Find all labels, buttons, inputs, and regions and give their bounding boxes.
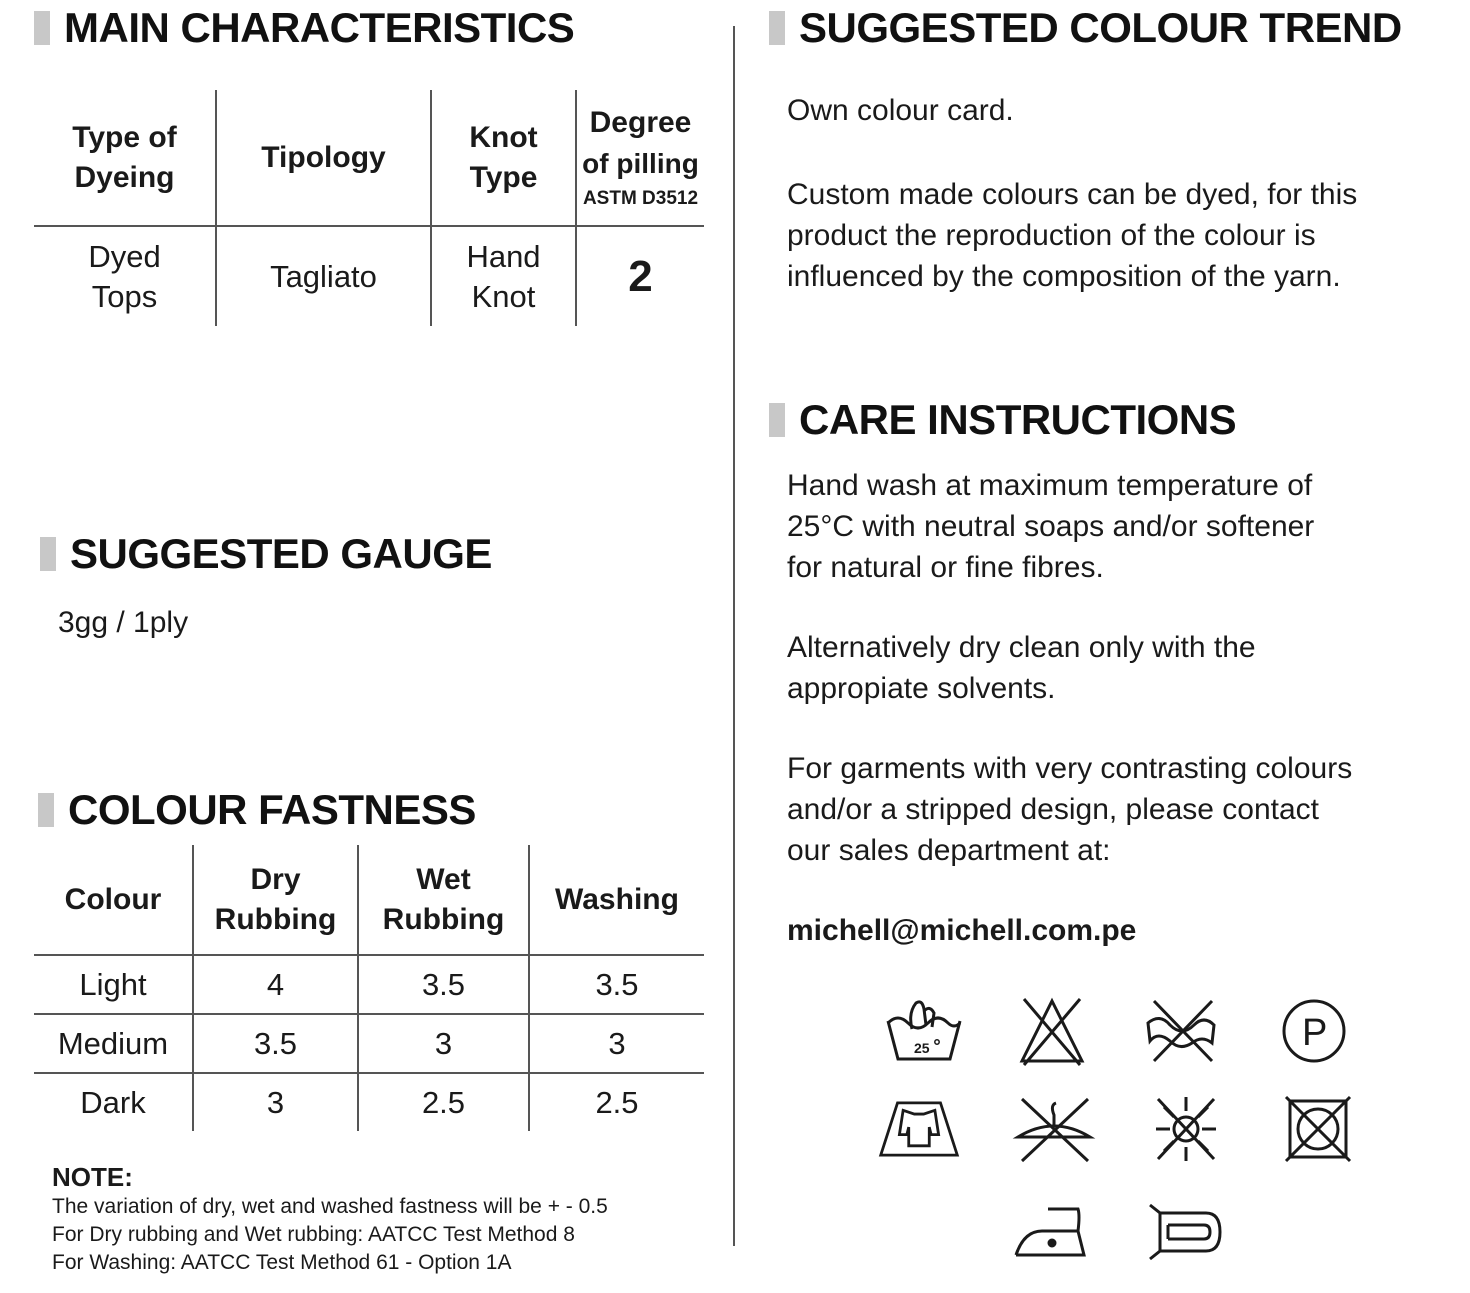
colour-fastness-title: COLOUR FASTNESS — [68, 786, 476, 833]
table-row — [34, 1014, 704, 1073]
text-line: Alternatively dry clean only with the — [787, 631, 1256, 664]
header-pilling — [576, 90, 704, 226]
header-tipology: Tipology — [216, 90, 431, 226]
table-header-row — [34, 90, 704, 226]
pilling-line-2: of pilling — [582, 147, 699, 179]
main-characteristics-title: MAIN CHARACTERISTICS — [64, 4, 575, 51]
colour-fastness-heading — [38, 786, 476, 834]
care-heading — [769, 396, 1236, 444]
cell-washing: 2.5 — [529, 1073, 704, 1131]
cell-washing: 3 — [529, 1014, 704, 1073]
text-line: for natural or fine fibres. — [787, 551, 1104, 584]
heading-marker — [34, 11, 50, 45]
cell-colour: Dark — [34, 1073, 193, 1131]
contact-email[interactable]: michell@michell.com.pe — [787, 914, 1137, 947]
colour-fastness-table — [34, 845, 704, 1131]
table-row — [34, 226, 704, 326]
text-line: our sales department at: — [787, 834, 1111, 867]
text-line: product the reproduction of the colour is — [787, 219, 1316, 252]
iron-low-heat-icon — [1008, 1195, 1092, 1267]
pilling-line-1: Degree — [589, 105, 692, 139]
dry-clean-p-icon — [1272, 995, 1356, 1067]
header-washing: Washing — [529, 845, 704, 955]
value-dyeing: Dyed Tops — [88, 238, 161, 314]
cell-dry: 4 — [193, 955, 358, 1014]
cell-colour: Light — [79, 966, 147, 1002]
svg-text:P: P — [1302, 1012, 1328, 1054]
dry-flat-icon — [877, 1093, 961, 1165]
header-wet-rubbing: Wet Rubbing — [358, 845, 529, 955]
header-dry-rubbing: Dry Rubbing — [193, 845, 358, 955]
text-line: appropiate solvents. — [787, 672, 1056, 705]
header-knot: Knot Type — [431, 90, 576, 226]
cell-colour: Medium — [34, 1014, 193, 1073]
heading-marker — [769, 403, 785, 437]
no-bleach-icon — [1010, 995, 1094, 1067]
colour-trend-title: SUGGESTED COLOUR TREND — [799, 4, 1402, 51]
text-line: For garments with very contrasting colours — [787, 752, 1353, 785]
cell-wet: 3.5 — [358, 955, 529, 1014]
table-header-row — [34, 845, 704, 955]
do-not-wring-icon — [1140, 995, 1224, 1067]
cell-washing: 3.5 — [529, 955, 704, 1014]
text-line: and/or a stripped design, please contact — [787, 793, 1320, 826]
no-hang-dry-icon — [1012, 1093, 1096, 1165]
colour-trend-paragraph-2 — [787, 174, 1357, 297]
value-pilling: 2 — [576, 226, 704, 326]
heading-marker — [40, 537, 56, 571]
no-sun-dry-icon — [1144, 1093, 1228, 1165]
note-line: The variation of dry, wet and washed fastness will be + - 0.5 — [52, 1195, 608, 1218]
gauge-value: 3gg / 1ply — [58, 606, 189, 639]
heading-marker — [38, 793, 54, 827]
note-line: For Dry rubbing and Wet rubbing: AATCC Test Method 8 — [52, 1223, 575, 1246]
value-tipology: Tagliato — [216, 226, 431, 326]
column-divider — [733, 26, 735, 1246]
text-line: Custom made colours can be dyed, for this — [787, 178, 1358, 211]
heading-marker — [769, 11, 785, 45]
cell-dry: 3 — [193, 1073, 358, 1131]
note-line: For Washing: AATCC Test Method 61 - Option 1A — [52, 1251, 512, 1274]
table-row — [34, 1073, 704, 1131]
header-dyeing: Type of Dyeing — [34, 90, 216, 226]
cell-wet: 3 — [358, 1014, 529, 1073]
gauge-title: SUGGESTED GAUGE — [70, 530, 492, 577]
colour-trend-paragraph-1: Own colour card. — [787, 94, 1014, 127]
table-row — [34, 955, 704, 1014]
note-title: NOTE: — [52, 1162, 133, 1192]
gauge-heading — [40, 530, 492, 578]
care-paragraph-3 — [787, 748, 1352, 871]
main-characteristics-table — [34, 90, 704, 326]
hand-wash-25-icon — [882, 995, 966, 1067]
no-tumble-dry-icon — [1276, 1093, 1360, 1165]
text-line: 25°C with neutral soaps and/or softener — [787, 510, 1315, 543]
care-paragraph-2 — [787, 627, 1256, 709]
svg-text:25: 25 — [914, 1040, 930, 1056]
colour-trend-heading — [769, 4, 1402, 52]
text-line: influenced by the composition of the yarn. — [787, 260, 1341, 293]
header-colour: Colour — [34, 845, 193, 955]
cell-dry: 3.5 — [193, 1014, 358, 1073]
steam-icon — [1140, 1195, 1224, 1267]
main-characteristics-heading — [34, 4, 574, 52]
value-knot: Hand Knot — [431, 226, 576, 326]
pilling-standard: ASTM D3512 — [582, 187, 699, 209]
care-title: CARE INSTRUCTIONS — [799, 396, 1237, 443]
cell-wet: 2.5 — [358, 1073, 529, 1131]
text-line: Hand wash at maximum temperature of — [787, 469, 1313, 502]
care-paragraph-1 — [787, 465, 1314, 588]
